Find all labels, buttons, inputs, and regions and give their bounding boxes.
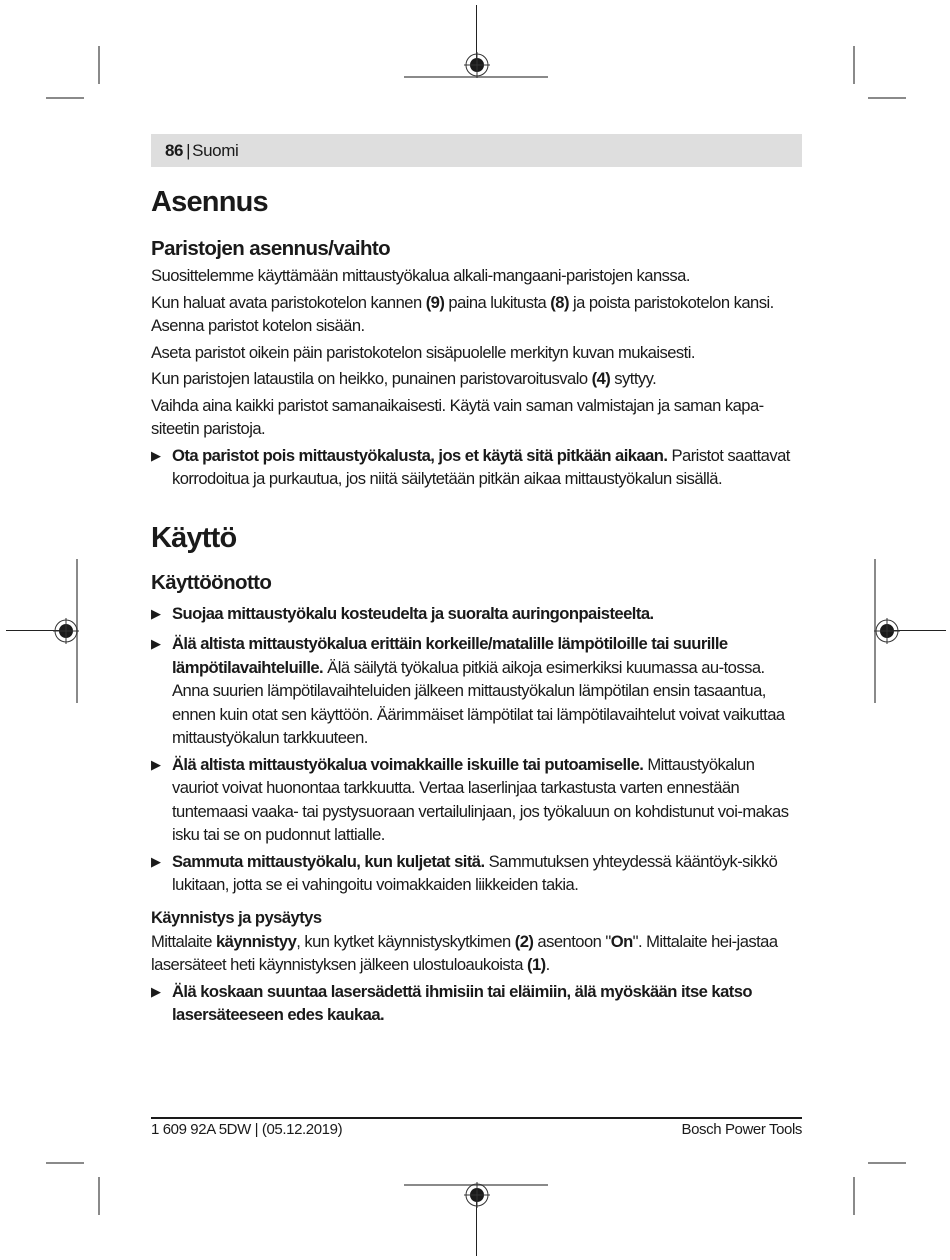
text: . [545, 955, 550, 974]
crop-mark [98, 1177, 100, 1215]
part-reference: (2) [514, 931, 534, 951]
registration-target-icon [874, 618, 900, 644]
section-title-kaytto: Käyttö [151, 521, 237, 554]
brand-name: Bosch Power Tools [681, 1121, 802, 1138]
warning-bullet [151, 632, 803, 750]
warning-bold: Älä altista mittaustyökalua voimakkaille iskuille tai putoamiselle. [172, 754, 644, 774]
header-language: Suomi [192, 140, 239, 160]
bullet-triangle-icon: ▶ [151, 447, 161, 463]
bullet-triangle-icon: ▶ [151, 853, 161, 869]
page-number: 86 [165, 140, 184, 160]
paragraph: Suosittelemme käyttämään mittaustyökalua alkali-mangaani-paristojen kanssa. [151, 266, 690, 285]
warning-bold: Ota paristot pois mittaustyökalusta, jos et käytä sitä pitkään aikaan. [172, 445, 668, 465]
text: asentoon " [533, 931, 611, 951]
text: , kun kytket käynnistyskytkimen [296, 931, 515, 951]
text: Kun haluat avata paristokotelon kannen [151, 292, 426, 312]
warning-bold: Sammuta mittaustyökalu, kun kuljetat sitä. [172, 851, 485, 871]
paragraph [151, 367, 803, 391]
text: paina lukitusta [444, 292, 551, 312]
page-footer [151, 1117, 802, 1138]
crop-mark [853, 1177, 855, 1215]
text: ". Mittalaite hei-jastaa lasersäteet heti käynnistyksen jälkeen ulostuloaukoista [151, 931, 778, 974]
text: syttyy. [610, 369, 657, 388]
bullet-triangle-icon: ▶ [151, 605, 161, 621]
emphasis: On [610, 931, 633, 951]
emphasis: käynnistyy [215, 931, 297, 951]
registration-target-icon [464, 52, 490, 78]
paragraph [151, 930, 803, 977]
page-content [151, 180, 803, 1030]
header-separator: | [186, 140, 191, 160]
warning-bullet [151, 444, 803, 491]
text: Mittalaite [151, 931, 216, 951]
crop-mark [868, 97, 906, 99]
crop-mark [98, 46, 100, 84]
warning-bold: Suojaa mittaustyökalu kosteudelta ja suoralta auringonpaisteelta. [172, 603, 654, 623]
registration-target-icon [53, 618, 79, 644]
paragraph: Aseta paristot oikein päin paristokotelon sisäpuolelle merkityn kuvan mukaisesti. [151, 342, 695, 362]
warning-text: Älä säilytä työkalua pitkiä aikoja esimerkiksi kuumassa au-tossa. Anna suurien lämpötilavaihteluiden jälkeen mittaustyökalun lämpötilan ensin tasaantua, ennen kuin otat sen käyttöön. Äärimmäiset lämpötilat tai lämpötilavaihtelut voivat vaikuttaa mittaustyökalun tarkkuuteen. [172, 657, 785, 747]
warning-bullet [151, 602, 803, 626]
crop-mark [46, 97, 84, 99]
bullet-triangle-icon: ▶ [151, 756, 161, 772]
paragraph [151, 291, 803, 338]
page-header [151, 134, 802, 167]
crop-mark [868, 1162, 906, 1164]
section-title-asennus: Asennus [151, 186, 268, 218]
warning-bullet [151, 980, 803, 1027]
text: ja poista paristokotelon kansi. Asenna paristot kotelon sisään. [151, 292, 774, 335]
bullet-triangle-icon: ▶ [151, 983, 161, 999]
crop-mark [46, 1162, 84, 1164]
warning-bullet [151, 753, 803, 847]
registration-target-icon [464, 1182, 490, 1208]
paragraph: Vaihda aina kaikki paristot samanaikaisesti. Käytä vain saman valmistajan ja saman kapa-siteetin paristoja. [151, 395, 764, 438]
warning-text: Paristot saattavat korrodoitua ja purkautua, jos niitä säilytetään pitkän aikaa mittaustyökalun sisällä. [172, 445, 790, 488]
part-reference: (1) [526, 955, 546, 974]
warning-text: Mittaustyökalun vauriot voivat huonontaa tarkkuutta. Vertaa laserlinjaa tarkastusta varten ennestään tuntemaasi vaaka- tai pystysuoraan vertailulinjaan, jos työkaluun on kohdistunut voi-makas isku tai se on pudonnut lattialle. [172, 754, 789, 844]
subsection-title-kayttoonotto: Käyttöönotto [151, 570, 272, 594]
part-reference: (9) [425, 292, 445, 312]
subsection-title-startstop: Käynnistys ja pysäytys [151, 907, 322, 927]
part-reference: (8) [550, 292, 569, 312]
document-id: 1 609 92A 5DW | (05.12.2019) [151, 1121, 343, 1138]
warning-bold: Älä altista mittaustyökalua erittäin korkeille/matalille lämpötiloille tai suurille lämpötilavaihteluille. [172, 634, 728, 677]
warning-bold: Älä koskaan suuntaa lasersädettä ihmisiin tai eläimiin, älä myöskään itse katso lasersäteeseen edes kaukaa. [172, 981, 753, 1024]
part-reference: (4) [591, 369, 611, 388]
text: Kun paristojen lataustila on heikko, punainen paristovaroitusvalo [151, 369, 592, 388]
subsection-title-battery: Paristojen asennus/vaihto [151, 237, 391, 260]
crop-mark [853, 46, 855, 84]
warning-bullet [151, 850, 803, 897]
warning-text: Sammutuksen yhteydessä kääntöyk-sikkö lukitaan, jotta se ei vahingoitu voimakkaiden liikkeiden takia. [172, 851, 778, 894]
bullet-triangle-icon: ▶ [151, 636, 161, 651]
